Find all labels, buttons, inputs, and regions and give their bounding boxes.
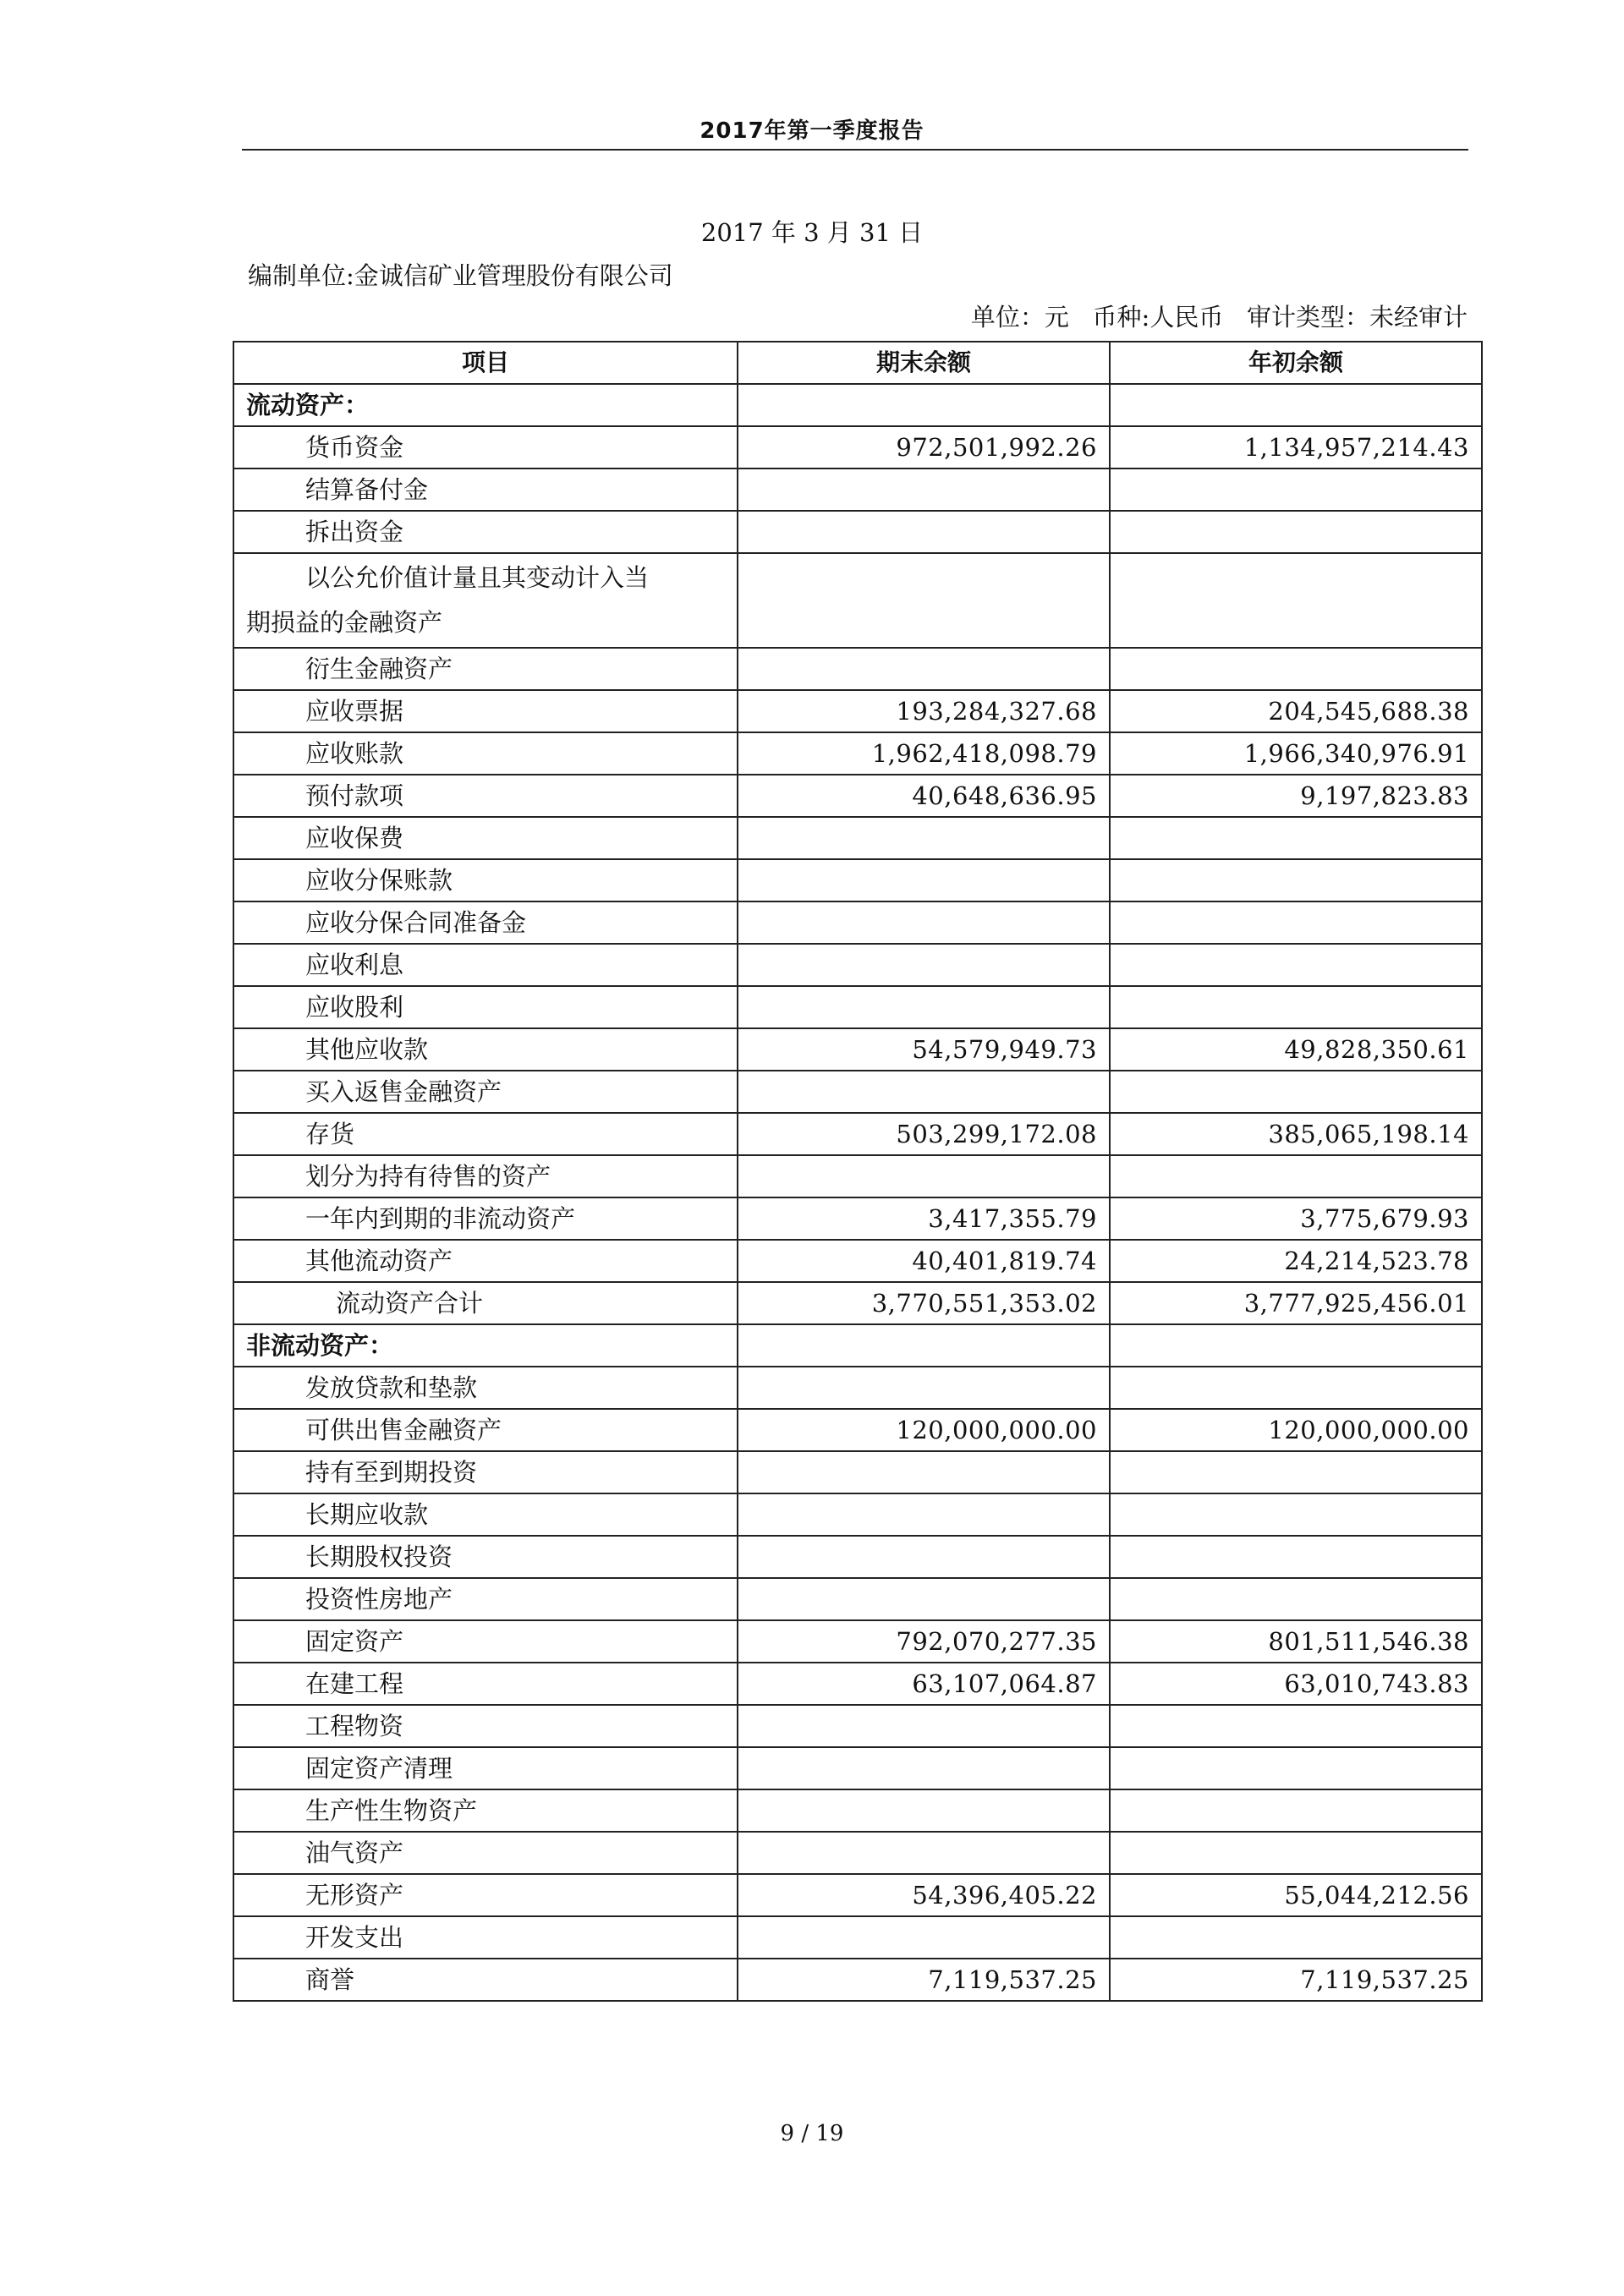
row-end-balance — [738, 1071, 1110, 1113]
row-end-balance — [738, 986, 1110, 1028]
row-end-balance — [738, 944, 1110, 986]
row-begin-balance — [1110, 1705, 1482, 1747]
row-item-label: 长期应收款 — [233, 1493, 738, 1536]
row-end-balance: 40,648,636.95 — [738, 775, 1110, 817]
table-row — [233, 859, 1482, 901]
row-end-balance — [738, 469, 1110, 511]
row-end-balance — [738, 1493, 1110, 1536]
table-row — [233, 384, 1482, 426]
row-end-balance — [738, 859, 1110, 901]
row-end-balance — [738, 648, 1110, 690]
row-item-label: 划分为持有待售的资产 — [233, 1155, 738, 1197]
table-row — [233, 986, 1482, 1028]
row-item-label: 工程物资 — [233, 1705, 738, 1747]
row-end-balance: 193,284,327.68 — [738, 690, 1110, 732]
row-begin-balance — [1110, 1155, 1482, 1197]
table-row — [233, 1409, 1482, 1451]
row-item-label: 应收利息 — [233, 944, 738, 986]
row-begin-balance — [1110, 901, 1482, 944]
row-begin-balance: 9,197,823.83 — [1110, 775, 1482, 817]
row-end-balance: 1,962,418,098.79 — [738, 732, 1110, 775]
table-row — [233, 1663, 1482, 1705]
row-begin-balance — [1110, 1367, 1482, 1409]
table-row — [233, 1324, 1482, 1367]
row-end-balance: 3,770,551,353.02 — [738, 1282, 1110, 1324]
row-item-label: 油气资产 — [233, 1832, 738, 1874]
row-item-label: 其他应收款 — [233, 1028, 738, 1071]
table-row — [233, 901, 1482, 944]
table-row — [233, 1028, 1482, 1071]
row-item-label: 生产性生物资产 — [233, 1789, 738, 1832]
row-item-label: 开发支出 — [233, 1916, 738, 1959]
row-item-label: 长期股权投资 — [233, 1536, 738, 1578]
row-item-label: 应收保费 — [233, 817, 738, 859]
row-item-label: 流动资产合计 — [233, 1282, 738, 1324]
row-begin-balance: 120,000,000.00 — [1110, 1409, 1482, 1451]
table-row — [233, 1832, 1482, 1874]
row-begin-balance — [1110, 1832, 1482, 1874]
table-row — [233, 1536, 1482, 1578]
row-begin-balance: 55,044,212.56 — [1110, 1874, 1482, 1916]
row-item-label: 发放贷款和垫款 — [233, 1367, 738, 1409]
table-row — [233, 1451, 1482, 1493]
row-item-label: 固定资产清理 — [233, 1747, 738, 1789]
report-header-title: 2017年第一季度报告 — [700, 118, 924, 144]
row-end-balance — [738, 384, 1110, 426]
row-item-label — [233, 553, 738, 648]
row-item-label-line2: 期损益的金融资产 — [246, 608, 443, 637]
row-begin-balance: 3,777,925,456.01 — [1110, 1282, 1482, 1324]
table-row — [233, 1113, 1482, 1155]
row-item-label: 货币资金 — [233, 426, 738, 469]
table-row — [233, 944, 1482, 986]
row-begin-balance — [1110, 1916, 1482, 1959]
row-item-label: 其他流动资产 — [233, 1240, 738, 1282]
row-begin-balance — [1110, 1578, 1482, 1620]
table-row — [233, 1916, 1482, 1959]
row-item-label: 结算备付金 — [233, 469, 738, 511]
row-begin-balance: 801,511,546.38 — [1110, 1620, 1482, 1663]
row-begin-balance — [1110, 1451, 1482, 1493]
row-begin-balance: 204,545,688.38 — [1110, 690, 1482, 732]
row-begin-balance — [1110, 648, 1482, 690]
table-row — [233, 1578, 1482, 1620]
table-body — [233, 384, 1482, 2001]
row-end-balance: 40,401,819.74 — [738, 1240, 1110, 1282]
row-end-balance: 503,299,172.08 — [738, 1113, 1110, 1155]
row-end-balance: 54,396,405.22 — [738, 1874, 1110, 1916]
row-begin-balance: 63,010,743.83 — [1110, 1663, 1482, 1705]
row-begin-balance — [1110, 1789, 1482, 1832]
row-item-label: 应收股利 — [233, 986, 738, 1028]
row-end-balance — [738, 1155, 1110, 1197]
row-end-balance — [738, 1451, 1110, 1493]
page-number: 9 / 19 — [780, 2121, 844, 2146]
row-end-balance — [738, 511, 1110, 553]
row-end-balance — [738, 1916, 1110, 1959]
table-row — [233, 1240, 1482, 1282]
row-item-label: 流动资产： — [233, 384, 738, 426]
unit-currency-audit-info: 单位：元 币种:人民币 审计类型：未经审计 — [970, 303, 1468, 332]
table-row — [233, 732, 1482, 775]
header-divider — [242, 149, 1468, 151]
column-header-item: 项目 — [233, 342, 738, 384]
table-row — [233, 469, 1482, 511]
table-row — [233, 1155, 1482, 1197]
row-end-balance: 3,417,355.79 — [738, 1197, 1110, 1240]
row-end-balance — [738, 1789, 1110, 1832]
table-row — [233, 1747, 1482, 1789]
row-end-balance: 120,000,000.00 — [738, 1409, 1110, 1451]
row-begin-balance: 7,119,537.25 — [1110, 1959, 1482, 2001]
row-begin-balance: 24,214,523.78 — [1110, 1240, 1482, 1282]
table-row — [233, 511, 1482, 553]
row-item-label: 存货 — [233, 1113, 738, 1155]
column-header-end-balance: 期末余额 — [738, 342, 1110, 384]
row-begin-balance — [1110, 817, 1482, 859]
row-item-label: 预付款项 — [233, 775, 738, 817]
row-item-label: 非流动资产： — [233, 1324, 738, 1367]
table-row — [233, 1197, 1482, 1240]
company-name: 编制单位:金诚信矿业管理股份有限公司 — [248, 261, 673, 290]
row-begin-balance: 3,775,679.93 — [1110, 1197, 1482, 1240]
table-row — [233, 690, 1482, 732]
row-end-balance — [738, 1536, 1110, 1578]
row-begin-balance — [1110, 469, 1482, 511]
row-end-balance — [738, 1324, 1110, 1367]
row-begin-balance — [1110, 1747, 1482, 1789]
row-item-label: 买入返售金融资产 — [233, 1071, 738, 1113]
table-row — [233, 1959, 1482, 2001]
row-item-label: 拆出资金 — [233, 511, 738, 553]
row-begin-balance — [1110, 384, 1482, 426]
row-begin-balance — [1110, 986, 1482, 1028]
table-row — [233, 1071, 1482, 1113]
column-header-begin-balance: 年初余额 — [1110, 342, 1482, 384]
row-item-label: 应收分保合同准备金 — [233, 901, 738, 944]
table-row — [233, 426, 1482, 469]
table-row — [233, 817, 1482, 859]
table-row — [233, 1493, 1482, 1536]
table-row — [233, 775, 1482, 817]
row-begin-balance: 1,134,957,214.43 — [1110, 426, 1482, 469]
row-begin-balance — [1110, 1071, 1482, 1113]
row-end-balance: 792,070,277.35 — [738, 1620, 1110, 1663]
row-end-balance — [738, 1747, 1110, 1789]
table-row — [233, 648, 1482, 690]
table-row — [233, 1705, 1482, 1747]
table-row — [233, 1282, 1482, 1324]
row-end-balance — [738, 1578, 1110, 1620]
row-begin-balance — [1110, 944, 1482, 986]
table-row — [233, 553, 1482, 648]
row-end-balance — [738, 553, 1110, 648]
row-item-label: 应收票据 — [233, 690, 738, 732]
row-item-label: 持有至到期投资 — [233, 1451, 738, 1493]
row-item-label: 无形资产 — [233, 1874, 738, 1916]
table-header-row — [233, 342, 1482, 384]
row-item-label: 商誉 — [233, 1959, 738, 2001]
row-end-balance — [738, 901, 1110, 944]
balance-sheet-table — [233, 341, 1483, 2002]
row-end-balance: 54,579,949.73 — [738, 1028, 1110, 1071]
row-item-label: 投资性房地产 — [233, 1578, 738, 1620]
table-row — [233, 1620, 1482, 1663]
row-end-balance: 972,501,992.26 — [738, 426, 1110, 469]
row-item-label: 一年内到期的非流动资产 — [233, 1197, 738, 1240]
row-item-label-line1: 以公允价值计量且其变动计入当 — [305, 563, 650, 592]
table-row — [233, 1367, 1482, 1409]
row-begin-balance — [1110, 553, 1482, 648]
row-item-label: 应收分保账款 — [233, 859, 738, 901]
row-begin-balance — [1110, 1536, 1482, 1578]
row-begin-balance: 1,966,340,976.91 — [1110, 732, 1482, 775]
table-row — [233, 1789, 1482, 1832]
row-item-label: 衍生金融资产 — [233, 648, 738, 690]
row-begin-balance — [1110, 511, 1482, 553]
row-begin-balance: 385,065,198.14 — [1110, 1113, 1482, 1155]
row-end-balance: 7,119,537.25 — [738, 1959, 1110, 2001]
row-end-balance — [738, 1367, 1110, 1409]
row-end-balance — [738, 817, 1110, 859]
row-item-label: 在建工程 — [233, 1663, 738, 1705]
row-item-label: 固定资产 — [233, 1620, 738, 1663]
report-date: 2017 年 3 月 31 日 — [700, 218, 924, 247]
row-end-balance — [738, 1832, 1110, 1874]
row-end-balance — [738, 1705, 1110, 1747]
row-begin-balance — [1110, 1324, 1482, 1367]
row-item-label: 可供出售金融资产 — [233, 1409, 738, 1451]
row-begin-balance — [1110, 859, 1482, 901]
row-item-label: 应收账款 — [233, 732, 738, 775]
row-begin-balance — [1110, 1493, 1482, 1536]
row-begin-balance: 49,828,350.61 — [1110, 1028, 1482, 1071]
row-end-balance: 63,107,064.87 — [738, 1663, 1110, 1705]
table-row — [233, 1874, 1482, 1916]
